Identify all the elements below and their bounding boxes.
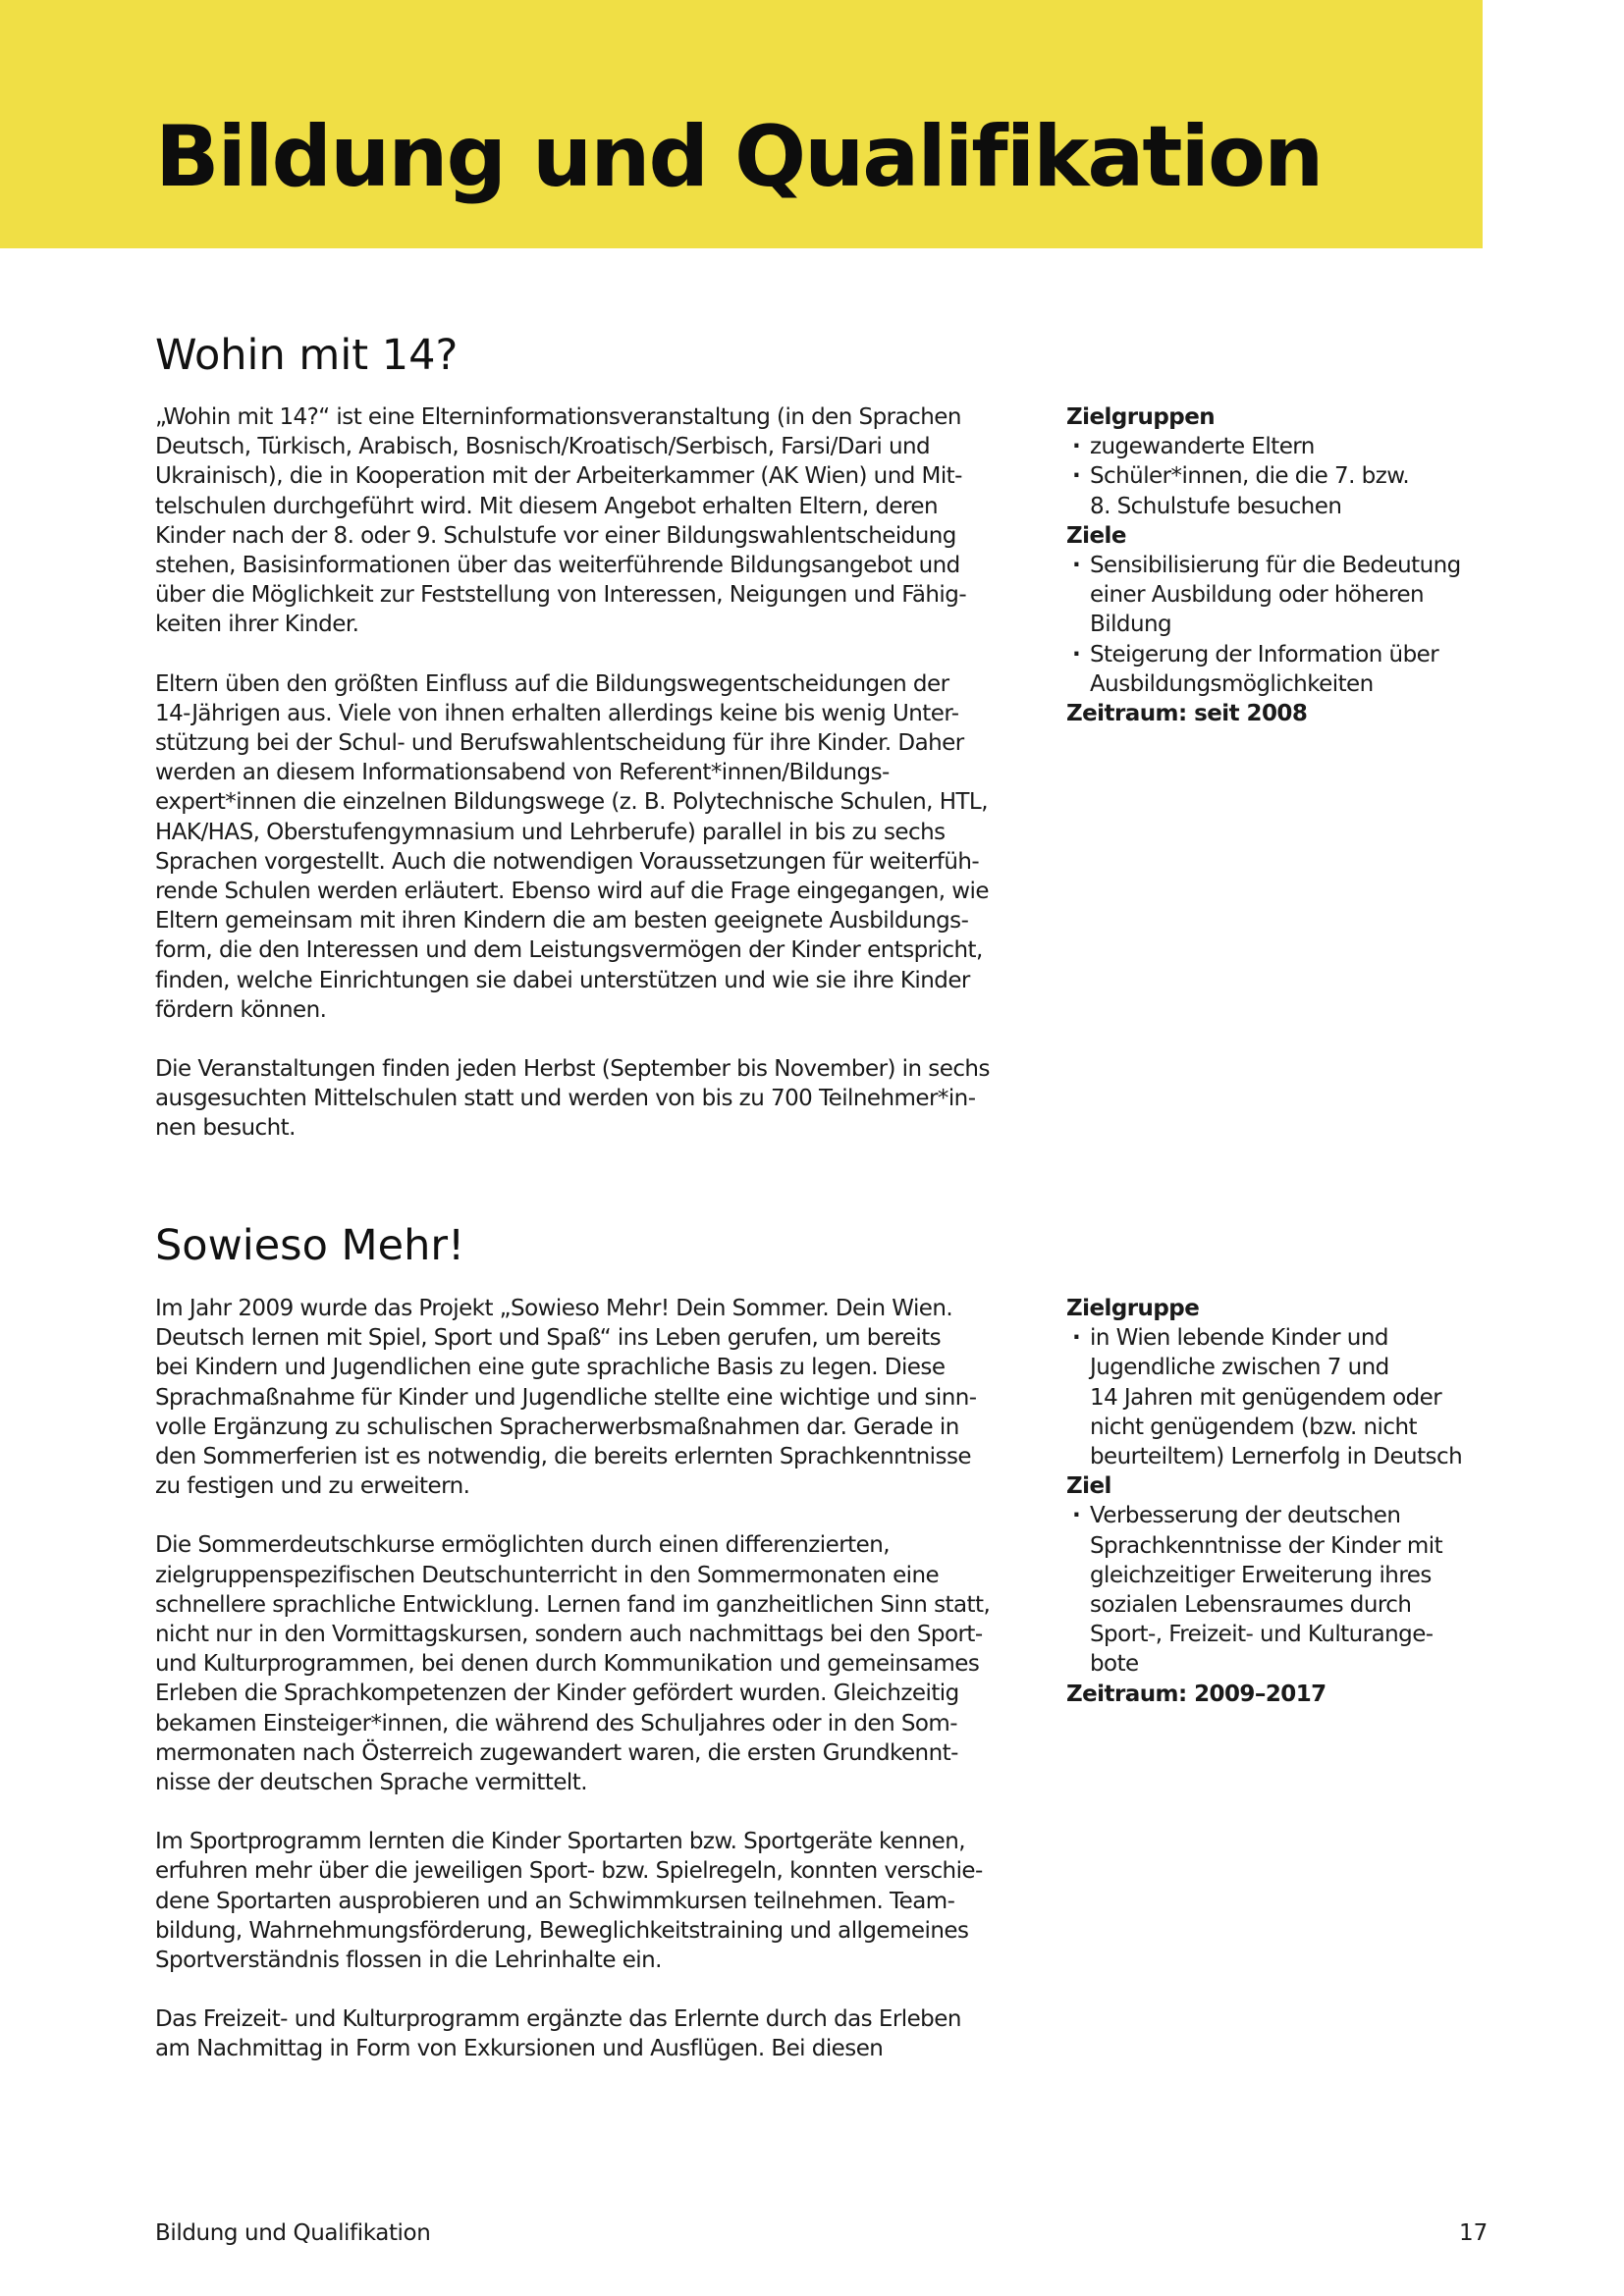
list-item: · zugewanderte Eltern <box>1066 432 1489 461</box>
goals-list <box>1066 1501 1489 1679</box>
body-paragraph: Das Freizeit- und Kulturprogramm ergänzte das Erlernte durch das Erleben am Nachmittag in Form von Exkursionen und Ausflügen. Bei diesen <box>155 2006 961 2062</box>
body-paragraph: Im Sportprogramm lernten die Kinder Sportarten bzw. Sportgeräte kennen, erfuhren mehr über die jeweiligen Sport- bzw. Spielregeln, konnten verschie- dene Sportarten ausprobieren und an Schwimmkursen teilnehmen. Team- bildung, Wahrnehmungsförderung, Beweglichkeitstraining und allgemeines Sportverständnis flossen in die Lehrinhalte ein. <box>155 1829 983 1974</box>
footer-label: Bildung und Qualifikation <box>155 2220 431 2246</box>
section-body-sowieso-mehr <box>155 1294 1039 2094</box>
sidebar-wohin-mit-14 <box>1066 402 1489 728</box>
section-body-wohin-mit-14 <box>155 402 1039 1173</box>
page-number: 17 <box>1459 2220 1489 2246</box>
body-paragraph: Die Veranstaltungen finden jeden Herbst (September bis November) in sechs ausgesuchten Mittelschulen statt und werden von bis zu 700 Teilnehmer*in- nen besucht. <box>155 1056 990 1142</box>
target-group-list <box>1066 1323 1489 1471</box>
sidebar-sowieso-mehr <box>1066 1294 1489 1709</box>
target-group-heading: Zielgruppe <box>1066 1296 1200 1321</box>
list-item: · Steigerung der Information über Ausbildungsmöglichkeiten <box>1066 640 1489 699</box>
period-label: Zeitraum: 2009–2017 <box>1066 1681 1326 1707</box>
period-label: Zeitraum: seit 2008 <box>1066 701 1308 727</box>
list-item: · in Wien lebende Kinder und Jugendliche zwischen 7 und 14 Jahren mit genügendem oder nicht genügendem (bzw. nicht beurteiltem) Lernerfolg in Deutsch <box>1066 1323 1489 1471</box>
section-title-sowieso-mehr: Sowieso Mehr! <box>155 1221 465 1270</box>
list-item: · Verbesserung der deutschen Sprachkenntnisse der Kinder mit gleichzeitiger Erweiterung ihres sozialen Lebensraumes durch Sport-, Freizeit- und Kulturange- bote <box>1066 1501 1489 1679</box>
list-item: · Sensibilisierung für die Bedeutung einer Ausbildung oder höheren Bildung <box>1066 551 1489 640</box>
goals-heading: Ziele <box>1066 522 1126 549</box>
target-group-list <box>1066 432 1489 521</box>
page-title: Bildung und Qualifikation <box>155 108 1323 206</box>
body-paragraph: Die Sommerdeutschkurse ermöglichten durch einen differenzierten, zielgruppenspezifischen Deutschunterricht in den Sommermonaten eine schnellere sprachliche Entwicklung. Lernen fand im ganzheitlichen Sinn statt, nicht nur in den Vormittagskursen, sondern auch nachmittags bei den Sport- und Kulturprogrammen, bei denen durch Kommunikation und gemeinsames Erleben die Sprachkompetenzen der Kinder gefördert wurden. Gleichzeitig bekamen Einsteiger*innen, die während des Schuljahres oder in den Som- mermonaten nach Österreich zugewandert waren, die ersten Grundkennt- nisse der deutschen Sprache vermittelt. <box>155 1532 991 1796</box>
section-title-wohin-mit-14: Wohin mit 14? <box>155 331 459 380</box>
list-item: · Schüler*innen, die die 7. bzw. 8. Schulstufe besuchen <box>1066 461 1489 520</box>
body-paragraph: Eltern üben den größten Einfluss auf die Bildungswegentscheidungen der 14-Jährigen aus. Viele von ihnen erhalten allerdings keine bis wenig Unter- stützung bei der Schul- und Berufswahlentscheidung für ihre Kinder. Daher werden an diesem Informationsabend von Referent*innen/Bildungs- expert*innen die einzelnen Bildungswege (z. B. Polytechnische Schulen, HTL, HAK/HAS, Oberstufengymnasium und Lehrberufe) parallel in bis zu sechs Sprachen vorgestellt. Auch die notwendigen Voraussetzungen für weiterfüh- rende Schulen werden erläutert. Ebenso wird auf die Frage eingegangen, wie Eltern gemeinsam mit ihren Kindern die am besten geeignete Ausbildungs- form, die den Interessen und dem Leistungsvermögen der Kinder entspricht, finden, welche Einrichtungen sie dabei unterstützen und wie sie ihre Kinder fördern können. <box>155 670 989 1023</box>
body-paragraph: „Wohin mit 14?“ ist eine Elterninformationsveranstaltung (in den Sprachen Deutsch, Türkisch, Arabisch, Bosnisch/Kroatisch/Serbisch, Farsi/Dari und Ukrainisch), die in Kooperation mit der Arbeiterkammer (AK Wien) und Mit- telschulen durchgeführt wird. Mit diesem Angebot erhalten Eltern, deren Kinder nach der 8. oder 9. Schulstufe vor einer Bildungswahlentscheidung stehen, Basisinformationen über das weiterführende Bildungsangebot und über die Möglichkeit zur Feststellung von Interessen, Neigungen und Fähig- keiten ihrer Kinder. <box>155 404 967 638</box>
goals-list <box>1066 551 1489 699</box>
target-group-heading: Zielgruppen <box>1066 404 1216 430</box>
body-paragraph: Im Jahr 2009 wurde das Projekt „Sowieso Mehr! Dein Sommer. Dein Wien. Deutsch lernen mit Spiel, Sport und Spaß“ ins Leben gerufen, um bereits bei Kindern und Jugendlichen eine gute sprachliche Basis zu legen. Diese Sprachmaßnahme für Kinder und Jugendliche stellte eine wichtige und sinn- volle Ergänzung zu schulischen Spracherwerbsmaßnahmen dar. Gerade in den Sommerferien ist es notwendig, die bereits erlernten Sprachkenntnisse zu festigen und zu erweitern. <box>155 1296 977 1500</box>
goals-heading: Ziel <box>1066 1473 1111 1500</box>
